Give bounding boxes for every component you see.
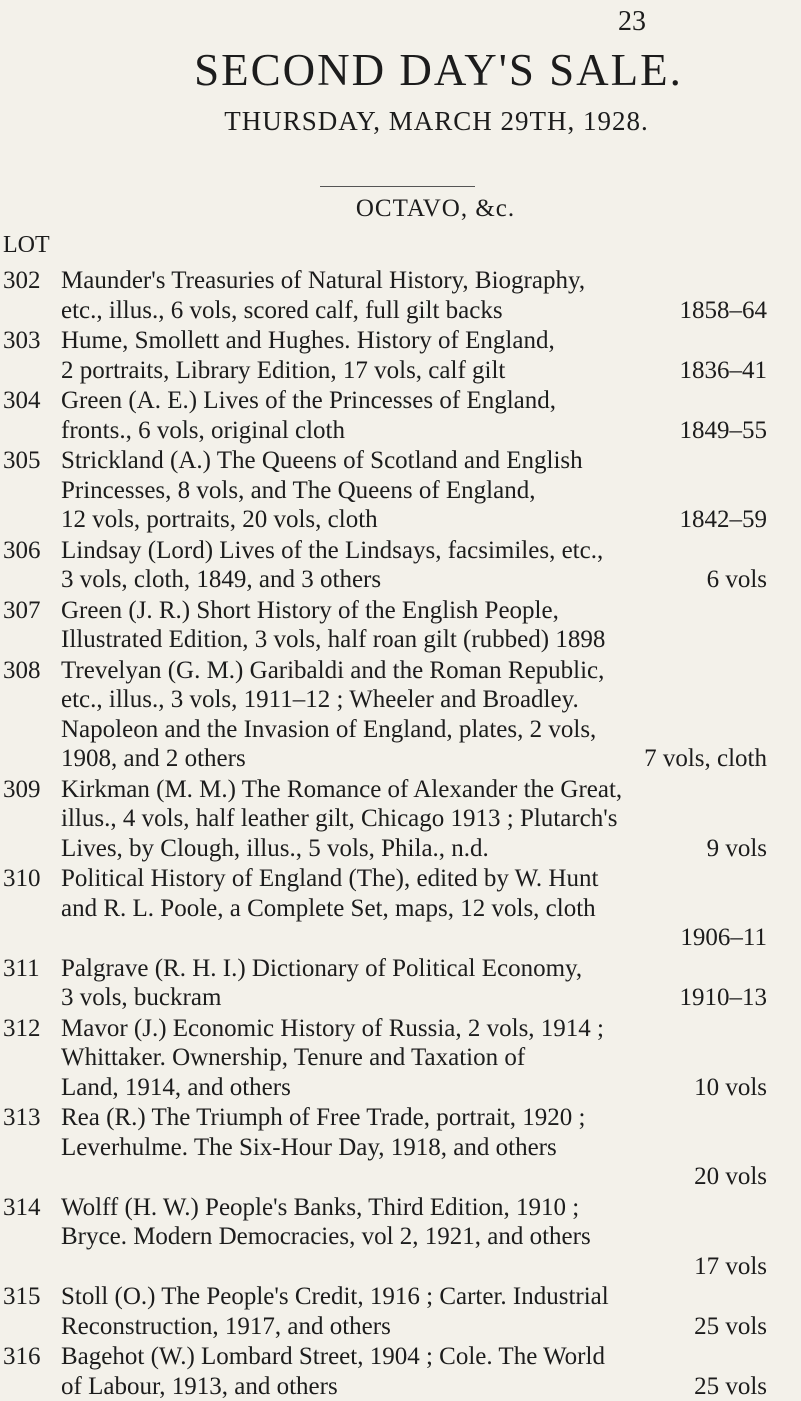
lot-description: Wolff (H. W.) People's Banks, Third Edition, 1910 ; Bryce. Modern Democracies, vol 2, 1921, and others 17 vols (61, 1193, 767, 1280)
lot-description: Hume, Smollett and Hughes. History of England, 2 portraits, Library Edition, 17 vols, calf gilt 1836–41 (61, 327, 767, 384)
sale-date: THURSDAY, MARCH 29TH, 1928. (224, 106, 649, 136)
lot-number: 306 (3, 536, 41, 564)
divider (320, 186, 475, 187)
lot-description: Green (J. R.) Short History of the English People, Illustrated Edition, 3 vols, half roan gilt (rubbed) 1898 (61, 596, 606, 653)
lot-number: 304 (3, 387, 41, 414)
lot-description: Mavor (J.) Economic History of Russia, 2 vols, 1914 ; Whittaker. Ownership, Tenure and Taxation of Land, 1914, and others 10 vols (61, 1014, 767, 1101)
lot-number: 303 (3, 327, 41, 354)
lot-number: 308 (3, 656, 41, 684)
page-title: SECOND DAY'S SALE. (194, 45, 683, 95)
lot-number: 302 (3, 267, 41, 294)
lot-number: 305 (3, 447, 41, 474)
lot-number: 309 (3, 775, 41, 803)
lot-description: Green (A. E.) Lives of the Princesses of England, fronts., 6 vols, original cloth 1849–55 (61, 387, 767, 444)
lot-description: Political History of England (The), edited by W. Hunt and R. L. Poole, a Complete Set, maps, 12 vols, cloth 1906–11 (61, 865, 767, 951)
lot-description: Palgrave (R. H. I.) Dictionary of Political Economy, 3 vols, buckram 1910–13 (61, 954, 767, 1011)
lot-description: Lindsay (Lord) Lives of the Lindsays, facsimiles, etc., 3 vols, cloth, 1849, and 3 others 6 vols (61, 536, 767, 593)
lot-description: Rea (R.) The Triumph of Free Trade, portrait, 1920 ; Leverhulme. The Six-Hour Day, 1918, and others 20 vols (61, 1104, 767, 1190)
lot-number: 313 (3, 1104, 41, 1131)
lot-description: Trevelyan (G. M.) Garibaldi and the Roman Republic, etc., illus., 3 vols, 1911–12 ; Wheeler and Broadley. Napoleon and the Invasion of England, plates, 2 vols, 1908, and 2 others 7 vols, cloth (61, 656, 767, 772)
lot-number: 312 (3, 1014, 41, 1042)
lot-description: Maunder's Treasuries of Natural History, Biography, etc., illus., 6 vols, scored calf, full gilt backs 1858–64 (61, 267, 767, 324)
lot-number: 316 (3, 1343, 41, 1370)
lot-description: Kirkman (M. M.) The Romance of Alexander the Great, illus., 4 vols, half leather gilt, Chicago 1913 ; Plutarch's Lives, by Clough, illus., 5 vols, Phila., n.d. 9 vols (61, 775, 767, 862)
lot-number: 307 (3, 596, 41, 624)
lot-number: 315 (3, 1283, 41, 1310)
lot-number: 310 (3, 865, 41, 892)
lot-column-label: LOT (3, 232, 50, 258)
section-heading: OCTAVO, &c. (355, 195, 516, 222)
lot-number: 311 (3, 954, 40, 982)
lot-number: 314 (3, 1193, 41, 1221)
lot-description: Bagehot (W.) Lombard Street, 1904 ; Cole. The World of Labour, 1913, and others 25 vols (61, 1343, 767, 1400)
lot-description: Strickland (A.) The Queens of Scotland and English Princesses, 8 vols, and The Queens of England, 12 vols, portraits, 20 vols, cloth 1842–59 (61, 447, 767, 533)
lot-description: Stoll (O.) The People's Credit, 1916 ; Carter. Industrial Reconstruction, 1917, and others 25 vols (61, 1283, 767, 1340)
page-number: 23 (618, 6, 646, 37)
